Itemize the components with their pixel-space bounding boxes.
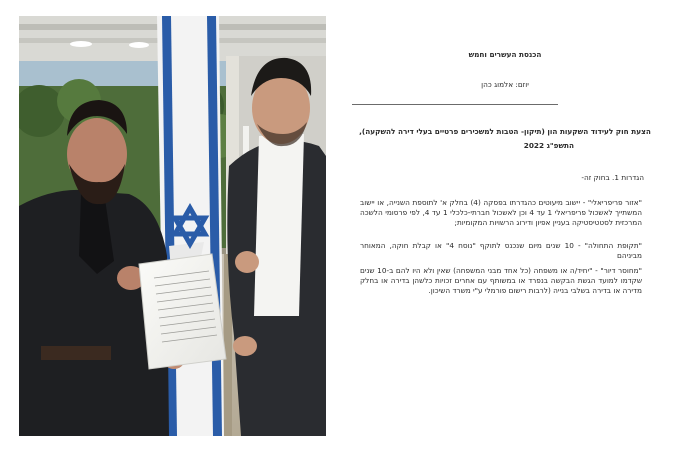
definition-homeless: "מחוסר דיור" - "יחיד/ה או משפחה (כל אחד מבני המשפחה) שאין ולא היו להם ב-10 שנים שקדמו למועד הגשת הבקשה בנפרד או במשותף עם אחרים זכויות כלשהן בדירה או בחלק מדירה או בדירה בשלבי בנייה (לרבות רישום פורמלי ע"י משרד השיכון. xyxy=(360,266,642,295)
initiator-line: יוזם: אלמוג כהן xyxy=(481,80,529,89)
bill-document xyxy=(340,0,670,453)
bill-title: הצעת חוק לעידוד השקעות הון (תיקון- הטבות למשכירים פרטיים בעלי דירה להשקעה), xyxy=(359,127,651,136)
divider xyxy=(352,104,558,105)
definition-periphery: "אזור פריפריאלי" - יישוב מיעוטים כהגדרתו בפסקה (4) בחלק א' לתוספת השנייה, או יישוב המשתייך לאשכול פריפריאלי 1 עד 4 וכן לאשכול חברתי-כלכלי 1 עד 4, לפי פרסומי הלשכה המרכזית לסטטיסטיקה בעניין אפיון ודירוג הרשויות המקומיות; xyxy=(360,198,642,227)
definition-effective-period: "תקופת התחולה" - 10 שנים מיום שנכנס לתוקף "נוסח 4" או קבלת חוקה, המאוחר מביניהם xyxy=(360,241,642,260)
bill-year: התשפ"ג 2022 xyxy=(523,141,574,150)
belt xyxy=(41,346,111,360)
right-person-shirt xyxy=(254,134,304,316)
section-heading: הגדרות 1. בחוק זה- xyxy=(581,173,644,182)
photo-panel xyxy=(19,16,326,436)
ceiling-light xyxy=(70,41,92,47)
knesset-heading: הכנסת העשרים וחמש xyxy=(468,50,542,59)
ceiling-light xyxy=(129,42,149,48)
photo-scene xyxy=(19,16,326,436)
